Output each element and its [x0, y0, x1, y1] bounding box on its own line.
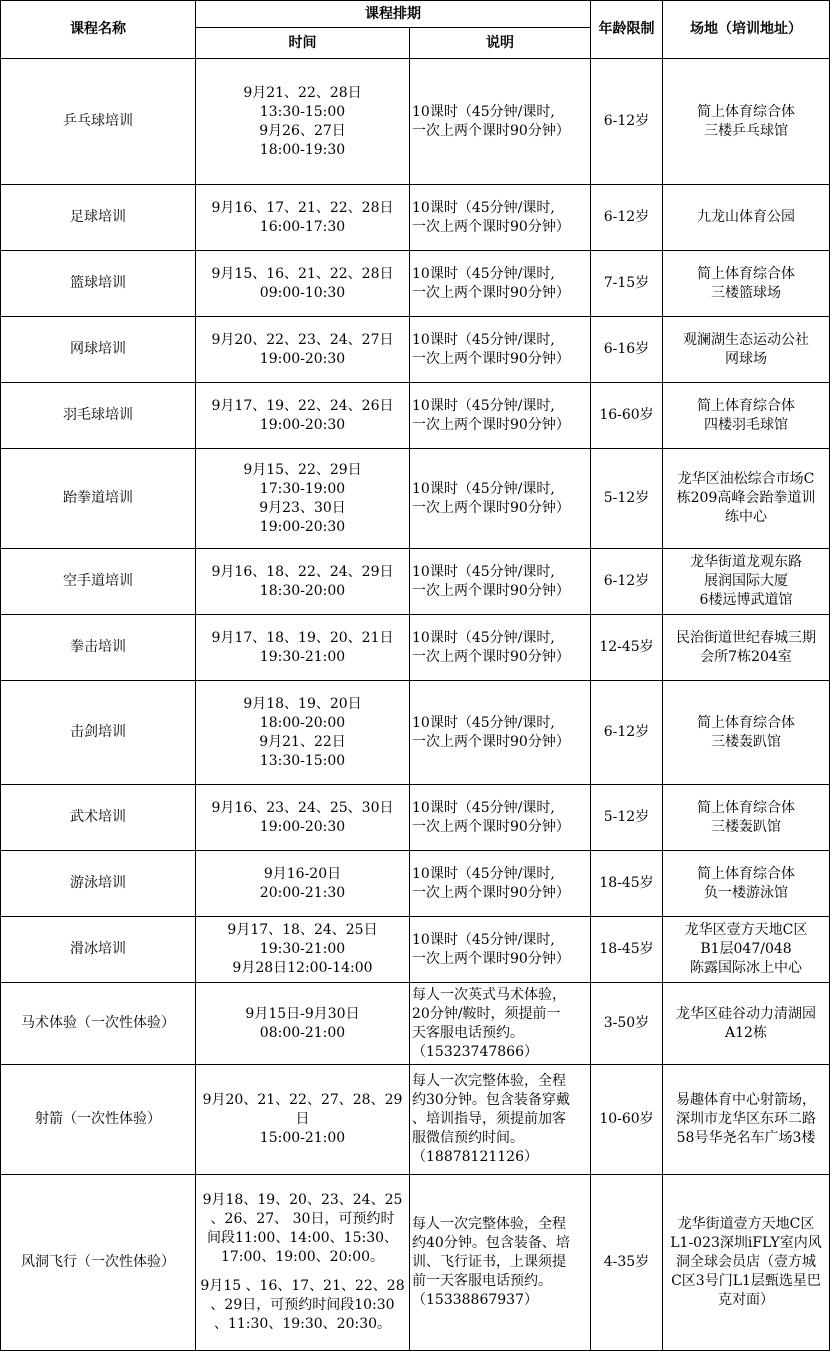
venue-cell	[663, 983, 830, 1065]
venue-cell-line: A12栋	[725, 1024, 767, 1041]
table-row	[1, 59, 830, 185]
course-name-cell: 跆拳道培训	[1, 449, 196, 549]
course-name-cell: 武术培训	[1, 785, 196, 851]
schedule-time-cell-line: 间段11:00、14:00、15:30、	[206, 1230, 399, 1246]
schedule-note-cell-line: 天客服电话预约。	[412, 1024, 524, 1041]
schedule-time-cell-line: 9月16、17、21、22、28日	[211, 199, 394, 216]
table-row	[1, 383, 830, 449]
schedule-note-cell-line: 10课时（45分钟/课时,	[412, 629, 555, 646]
venue-cell-line: 民治街道世纪春城三期	[676, 629, 816, 646]
table-row	[1, 1065, 830, 1175]
schedule-time-cell-line: 9月15、22、29日	[243, 461, 362, 478]
venue-cell	[663, 59, 830, 185]
schedule-note-cell-line: （18878121126）	[412, 1149, 538, 1165]
header-note: 说明	[410, 28, 591, 59]
schedule-note-cell-line: 一次上两个课时90分钟）	[412, 648, 570, 665]
schedule-time-cell	[196, 383, 410, 449]
schedule-note-cell-line: 一次上两个课时90分钟）	[412, 582, 570, 599]
schedule-time-cell-line: 18:30-20:00	[259, 582, 346, 599]
course-name-cell: 空手道培训	[1, 549, 196, 615]
schedule-time-cell-line: 9月23、30日	[259, 499, 346, 516]
schedule-time-cell-line: 18:00-20:00	[259, 714, 346, 731]
venue-cell-line: 龙华街道壹方天地C区	[677, 1216, 815, 1232]
course-name-cell: 滑冰培训	[1, 917, 196, 983]
schedule-note-cell-line: 10课时（45分钟/课时,	[412, 331, 555, 348]
age-limit-cell: 6-12岁	[591, 185, 663, 251]
venue-cell	[663, 449, 830, 549]
schedule-note-cell-line: 10课时（45分钟/课时,	[412, 199, 555, 216]
schedule-note-cell-line: 一次上两个课时90分钟）	[412, 416, 570, 433]
table-row	[1, 317, 830, 383]
schedule-time-cell-line: 19:30-21:00	[259, 648, 346, 665]
schedule-note-cell-line: 约30分钟。包含装备穿戴	[412, 1092, 570, 1108]
schedule-note-cell	[410, 549, 591, 615]
schedule-time-cell	[196, 185, 410, 251]
venue-cell-line: 克对面）	[718, 1292, 774, 1308]
schedule-note-cell	[410, 449, 591, 549]
venue-cell-line: 深圳市龙华区东环二路	[676, 1111, 816, 1127]
schedule-time-cell-line: 、29日，可预约时间段10:30	[210, 1297, 395, 1313]
age-limit-cell: 6-12岁	[591, 549, 663, 615]
schedule-time-cell-line: 15:00-21:00	[259, 1130, 346, 1146]
table-row	[1, 251, 830, 317]
venue-cell	[663, 251, 830, 317]
venue-cell	[663, 851, 830, 917]
venue-cell-line: 栋209高峰会跆拳道训	[676, 490, 816, 506]
age-limit-cell: 7-15岁	[591, 251, 663, 317]
schedule-time-cell-line: 9月17、18、24、25日	[227, 922, 378, 938]
venue-cell-line: 陈露国际冰上中心	[690, 960, 802, 976]
age-limit-cell: 5-12岁	[591, 449, 663, 549]
schedule-note-cell	[410, 59, 591, 185]
schedule-note-cell-line: 一次上两个课时90分钟）	[412, 818, 570, 835]
schedule-time-cell	[196, 851, 410, 917]
schedule-note-cell-line: （15338867937）	[412, 1292, 538, 1308]
schedule-note-cell-line: 10课时（45分钟/课时,	[412, 563, 555, 580]
venue-cell-line: 6楼远博武道馆	[699, 592, 793, 608]
schedule-note-cell-line: 、培训指导，须提前加客	[412, 1111, 566, 1127]
schedule-note-cell-line: 10课时（45分钟/课时,	[412, 397, 555, 414]
header-time: 时间	[196, 28, 410, 59]
header-venue: 场地（培训地址）	[663, 1, 830, 59]
table-row	[1, 185, 830, 251]
schedule-note-cell-line: 10课时（45分钟/课时,	[412, 480, 555, 497]
venue-cell-line: 展润国际大厦	[704, 573, 788, 589]
schedule-time-cell-line: 9月21、22、28日	[243, 84, 362, 101]
venue-cell-line: 龙华区壹方天地C区	[684, 922, 808, 938]
schedule-time-cell	[196, 785, 410, 851]
venue-cell-line: 网球场	[725, 350, 767, 367]
schedule-note-cell-line: 一次上两个课时90分钟）	[412, 950, 570, 967]
schedule-time-cell-line: 9月17、19、22、24、26日	[211, 397, 394, 414]
schedule-time-cell-line: 16:00-17:30	[259, 218, 346, 235]
age-limit-cell: 12-45岁	[591, 615, 663, 681]
age-limit-cell: 3-50岁	[591, 983, 663, 1065]
schedule-time-cell-line: 、26、27、 30日，可预约时	[210, 1211, 395, 1227]
venue-cell-line: 三楼轰趴馆	[711, 818, 781, 835]
schedule-time-cell	[196, 681, 410, 785]
venue-cell	[663, 383, 830, 449]
table-row	[1, 917, 830, 983]
schedule-time-cell	[196, 549, 410, 615]
course-name-cell: 风洞飞行（一次性体验）	[1, 1175, 196, 1351]
venue-cell	[663, 1175, 830, 1351]
schedule-time-cell-line: 9月18、19、20日	[243, 695, 362, 712]
schedule-time-cell-line: 19:00-20:30	[259, 518, 346, 535]
schedule-note-cell	[410, 983, 591, 1065]
venue-cell-line: 简上体育综合体	[697, 799, 795, 816]
age-limit-cell: 18-45岁	[591, 851, 663, 917]
venue-cell-line: 龙华区油松综合市场C	[677, 471, 815, 487]
schedule-note-cell-line: 服微信预约时间。	[412, 1130, 524, 1146]
venue-cell-line: 四楼羽毛球馆	[704, 416, 788, 433]
course-name-cell: 乒乓球培训	[1, 59, 196, 185]
schedule-note-cell	[410, 185, 591, 251]
schedule-time-cell-line: 9月26、27日	[259, 122, 346, 139]
course-name-cell: 羽毛球培训	[1, 383, 196, 449]
schedule-note-cell-line: 10课时（45分钟/课时,	[412, 103, 555, 120]
table-row	[1, 851, 830, 917]
course-name-cell: 击剑培训	[1, 681, 196, 785]
schedule-time-cell-line: 日	[295, 1111, 310, 1127]
venue-cell-line: 观澜湖生态运动公社	[683, 331, 809, 348]
schedule-time-cell	[196, 1065, 410, 1175]
venue-cell-line: 三楼篮球场	[711, 284, 781, 301]
venue-cell	[663, 1065, 830, 1175]
schedule-time-cell-line: 09:00-10:30	[259, 284, 346, 301]
venue-cell-line: 洞全球会员店（壹方城	[676, 1254, 816, 1270]
schedule-note-cell-line: 训、飞行证书，上课须提	[412, 1254, 566, 1270]
schedule-time-cell	[196, 251, 410, 317]
venue-cell-line: 龙华区硅谷动力清湖园	[676, 1005, 816, 1022]
venue-cell-line: 负一楼游泳馆	[704, 884, 788, 901]
venue-cell	[663, 185, 830, 251]
schedule-note-cell	[410, 251, 591, 317]
table-row	[1, 615, 830, 681]
schedule-note-cell-line: 10课时（45分钟/课时,	[412, 714, 555, 731]
age-limit-cell: 16-60岁	[591, 383, 663, 449]
venue-cell-line: 简上体育综合体	[697, 397, 795, 414]
schedule-time-cell	[196, 1175, 410, 1351]
schedule-note-cell-line: 10课时（45分钟/课时,	[412, 931, 555, 948]
schedule-note-cell-line: 每人一次完整体验，全程	[412, 1073, 566, 1089]
schedule-note-cell-line: 10课时（45分钟/课时,	[412, 799, 555, 816]
age-limit-cell: 6-12岁	[591, 681, 663, 785]
header-schedule: 课程排期	[196, 1, 591, 28]
age-limit-cell: 10-60岁	[591, 1065, 663, 1175]
table-row	[1, 681, 830, 785]
header-row	[1, 1, 830, 28]
schedule-time-cell	[196, 917, 410, 983]
schedule-time-cell-line: 9月28日12:00-14:00	[232, 960, 373, 976]
age-limit-cell: 4-35岁	[591, 1175, 663, 1351]
table-body	[1, 59, 830, 1351]
venue-cell-line: 三楼乒乓球馆	[704, 122, 788, 139]
schedule-time-cell-line: 18:00-19:30	[259, 141, 346, 158]
venue-cell-line: 易趣体育中心射箭场，	[676, 1092, 816, 1108]
course-name-cell: 拳击培训	[1, 615, 196, 681]
schedule-time-cell-line: 17:00、19:00、20:00。	[220, 1249, 385, 1265]
schedule-time-cell-line: 20:00-21:30	[259, 884, 346, 901]
schedule-note-cell-line: 约40分钟。包含装备、培	[412, 1235, 570, 1251]
schedule-note-cell	[410, 851, 591, 917]
schedule-note-cell-line: 一次上两个课时90分钟）	[412, 350, 570, 367]
venue-cell	[663, 317, 830, 383]
schedule-time-cell-line	[198, 1267, 407, 1277]
venue-cell-line: C区3号门L1层甄选星巴	[671, 1273, 821, 1289]
header-age: 年龄限制	[591, 1, 663, 59]
schedule-note-cell-line: 10课时（45分钟/课时,	[412, 865, 555, 882]
schedule-time-cell-line: 17:30-19:00	[259, 480, 346, 497]
schedule-time-cell	[196, 615, 410, 681]
schedule-time-cell-line: 9月20、22、23、24、27日	[211, 331, 394, 348]
venue-cell	[663, 681, 830, 785]
table-row	[1, 983, 830, 1065]
schedule-time-cell-line: 9月16、23、24、25、30日	[211, 799, 394, 816]
header-course-name: 课程名称	[1, 1, 196, 59]
table-row	[1, 549, 830, 615]
schedule-time-cell	[196, 317, 410, 383]
schedule-time-cell-line: 9月15、16、21、22、28日	[211, 265, 394, 282]
venue-cell-line: 简上体育综合体	[697, 265, 795, 282]
schedule-time-cell-line: 9月20、21、22、27、28、29	[202, 1092, 403, 1108]
schedule-note-cell-line: 每人一次完整体验，全程	[412, 1216, 566, 1232]
table-row	[1, 785, 830, 851]
schedule-note-cell-line: 一次上两个课时90分钟）	[412, 218, 570, 235]
schedule-note-cell-line: 一次上两个课时90分钟）	[412, 499, 570, 516]
schedule-note-cell-line: （15323747866）	[412, 1043, 538, 1060]
table-row	[1, 1175, 830, 1351]
schedule-note-cell	[410, 1065, 591, 1175]
schedule-note-cell-line: 一次上两个课时90分钟）	[412, 284, 570, 301]
venue-cell-line: L1-023深圳iFLY室内风	[670, 1235, 822, 1251]
schedule-note-cell-line: 一次上两个课时90分钟）	[412, 122, 570, 139]
schedule-time-cell-line: 13:30-15:00	[259, 103, 346, 120]
schedule-time-cell-line: 19:00-20:30	[259, 350, 346, 367]
schedule-time-cell	[196, 983, 410, 1065]
course-name-cell: 足球培训	[1, 185, 196, 251]
age-limit-cell: 5-12岁	[591, 785, 663, 851]
venue-cell-line: 简上体育综合体	[697, 865, 795, 882]
schedule-time-cell	[196, 59, 410, 185]
venue-cell-line: B1层047/048	[700, 941, 792, 957]
schedule-time-cell-line: 9月15日-9月30日	[245, 1005, 360, 1022]
venue-cell	[663, 549, 830, 615]
course-name-cell: 射箭（一次性体验）	[1, 1065, 196, 1175]
age-limit-cell: 18-45岁	[591, 917, 663, 983]
schedule-note-cell	[410, 681, 591, 785]
schedule-note-cell-line: 20分钟/鞍时，须提前一	[412, 1005, 561, 1022]
schedule-time-cell-line: 08:00-21:00	[259, 1024, 346, 1041]
course-name-cell: 游泳培训	[1, 851, 196, 917]
venue-cell-line: 58号华尧名车广场3楼	[676, 1130, 816, 1146]
age-limit-cell: 6-16岁	[591, 317, 663, 383]
schedule-note-cell	[410, 785, 591, 851]
schedule-time-cell-line: 9月15 、16、17、21、22、28	[200, 1278, 405, 1294]
venue-cell-line: 练中心	[725, 509, 767, 525]
schedule-note-cell-line: 前一天客服电话预约。	[412, 1273, 552, 1289]
venue-cell-line: 简上体育综合体	[697, 714, 795, 731]
schedule-time-cell-line: 9月18、19、20、23、24、25	[202, 1192, 403, 1208]
schedule-time-cell-line: 19:30-21:00	[259, 941, 346, 957]
table-row	[1, 449, 830, 549]
schedule-note-cell-line: 一次上两个课时90分钟）	[412, 733, 570, 750]
course-name-cell: 马术体验（一次性体验）	[1, 983, 196, 1065]
schedule-time-cell-line: 19:00-20:30	[259, 416, 346, 433]
course-name-cell: 网球培训	[1, 317, 196, 383]
schedule-note-cell	[410, 1175, 591, 1351]
schedule-time-cell-line: 、11:30、19:30、20:30。	[213, 1316, 392, 1332]
schedule-note-cell	[410, 917, 591, 983]
schedule-note-cell-line: 10课时（45分钟/课时,	[412, 265, 555, 282]
course-name-cell: 篮球培训	[1, 251, 196, 317]
schedule-time-cell-line: 9月17、18、19、20、21日	[211, 629, 394, 646]
venue-cell-line: 九龙山体育公园	[697, 209, 795, 225]
venue-cell-line: 会所7栋204室	[700, 648, 792, 665]
schedule-time-cell-line: 9月16、18、22、24、29日	[211, 563, 394, 580]
venue-cell	[663, 615, 830, 681]
schedule-time-cell	[196, 449, 410, 549]
schedule-note-cell-line: 每人一次英式马术体验，	[412, 986, 566, 1003]
schedule-time-cell-line: 19:00-20:30	[259, 818, 346, 835]
venue-cell-line: 简上体育综合体	[697, 103, 795, 120]
schedule-time-cell-line: 9月16-20日	[263, 865, 342, 882]
venue-cell-line: 龙华街道龙观东路	[690, 554, 802, 570]
schedule-time-cell-line: 9月21、22日	[259, 733, 346, 750]
venue-cell	[663, 917, 830, 983]
schedule-note-cell	[410, 317, 591, 383]
schedule-note-cell	[410, 615, 591, 681]
age-limit-cell: 6-12岁	[591, 59, 663, 185]
venue-cell-line: 三楼轰趴馆	[711, 733, 781, 750]
schedule-note-cell	[410, 383, 591, 449]
schedule-note-cell-line: 一次上两个课时90分钟）	[412, 884, 570, 901]
venue-cell	[663, 785, 830, 851]
schedule-time-cell-line: 13:30-15:00	[259, 752, 346, 769]
